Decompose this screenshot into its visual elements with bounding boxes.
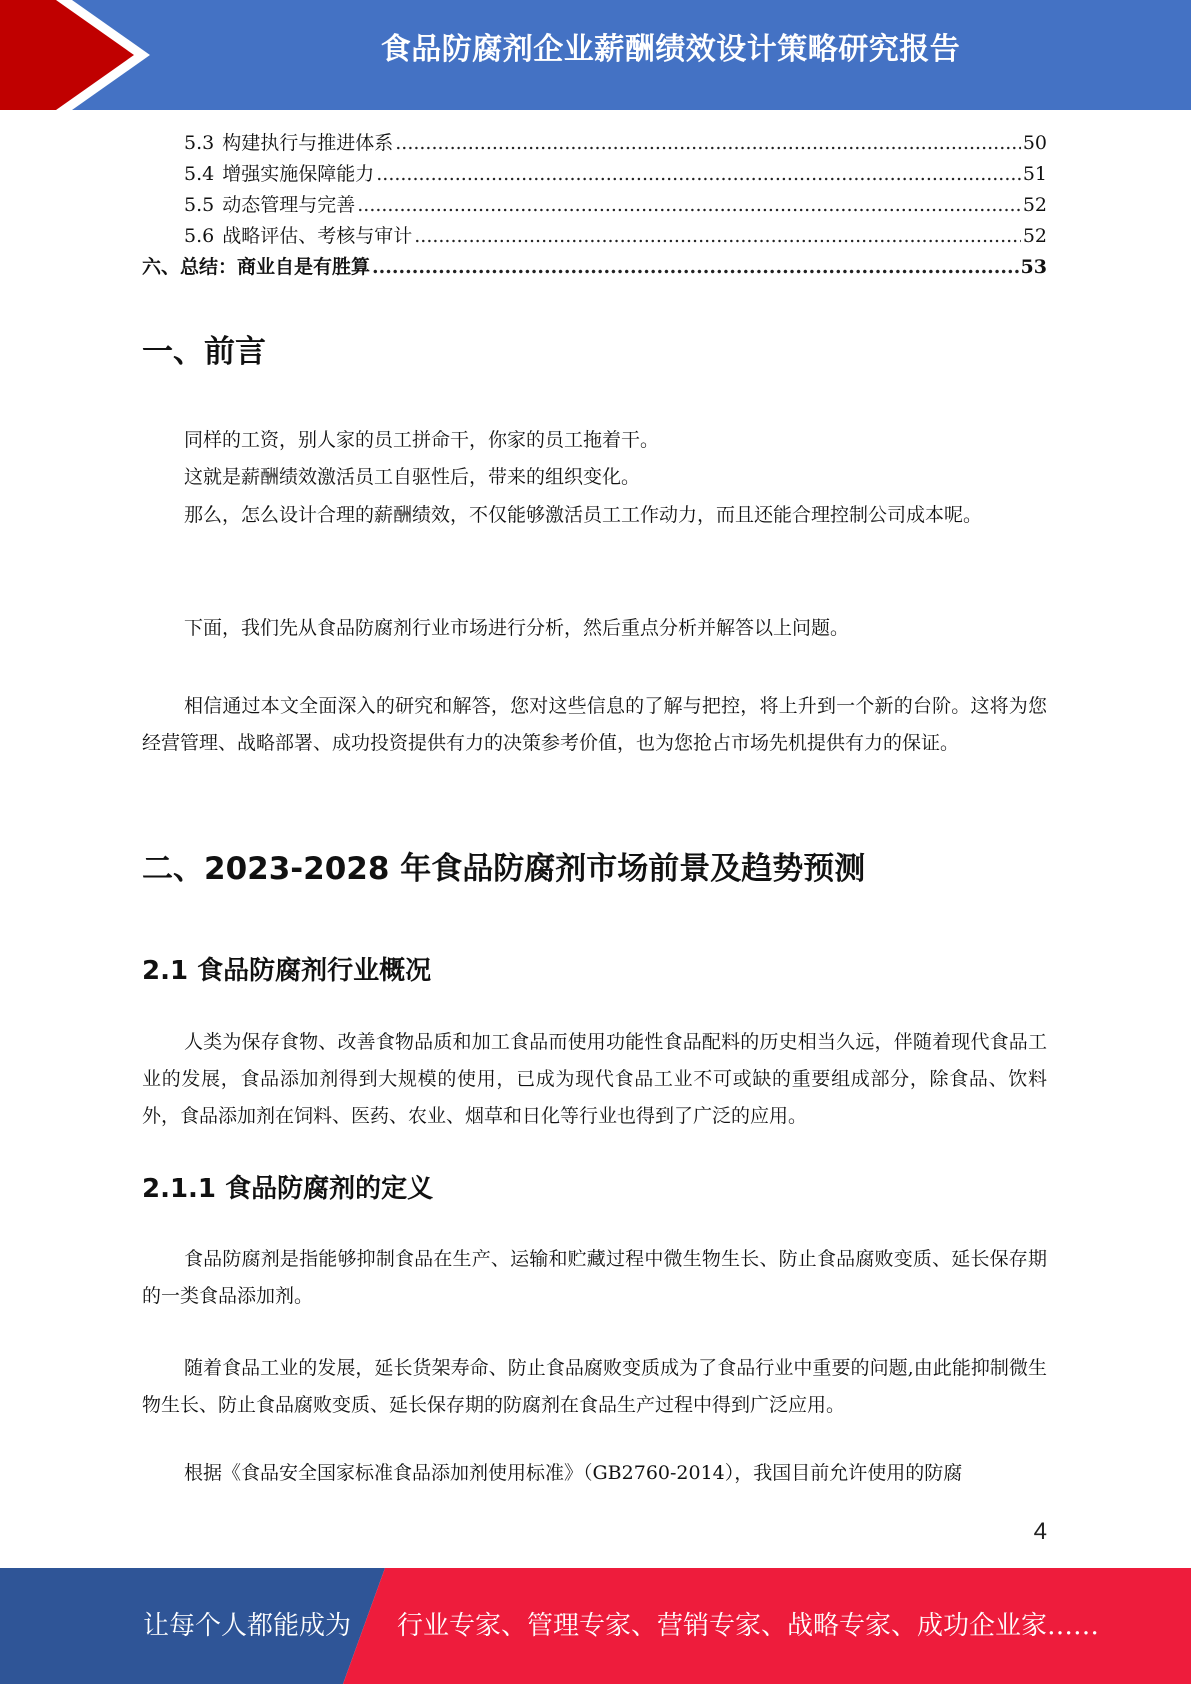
subsection-heading-overview: 2.1 食品防腐剂行业概况	[142, 956, 432, 986]
table-of-contents	[142, 128, 1047, 283]
paragraph: 人类为保存食物、改善食物品质和加工食品而使用功能性食品配料的历史相当久远，伴随着现代食品工业的发展，食品添加剂得到大规模的使用，已成为现代食品工业不可或缺的重要组成部分，除食品、饮料外，食品添加剂在饲料、医药、农业、烟草和日化等行业也得到了广泛的应用。	[142, 1031, 1047, 1127]
footer-banner	[0, 1568, 1191, 1684]
toc-dot-leader	[414, 225, 1021, 247]
paragraph: 根据《食品安全国家标准食品添加剂使用标准》（GB2760-2014），我国目前允许使用的防腐	[184, 1462, 963, 1484]
toc-entry-label: 六、总结：商业自是有胜算	[142, 256, 371, 278]
toc-dot-leader	[372, 256, 1019, 278]
toc-entry-label: 战略评估、考核与审计	[222, 225, 413, 247]
toc-dot-leader	[395, 132, 1021, 154]
paragraph: 随着食品工业的发展，延长货架寿命、防止食品腐败变质成为了食品行业中重要的问题,由此能抑制微生物生长、防止食品腐败变质、延长保存期的防腐剂在食品生产过程中得到广泛应用。	[142, 1357, 1047, 1416]
paragraph: 这就是薪酬绩效激活员工自驱性后，带来的组织变化。	[184, 466, 641, 488]
paragraph: 相信通过本文全面深入的研究和解答，您对这些信息的了解与把控，将上升到一个新的台阶。这将为您经营管理、战略部署、成功投资提供有力的决策参考价值，也为您抢占市场先机提供有力的保证。	[142, 695, 1047, 754]
toc-entry[interactable]	[142, 252, 1047, 283]
toc-entry-page: 53	[1020, 256, 1047, 278]
toc-entry[interactable]	[142, 128, 1047, 159]
toc-entry-page: 52	[1022, 225, 1047, 247]
report-title: 食品防腐剂企业薪酬绩效设计策略研究报告	[380, 32, 961, 67]
toc-entry-number: 5.5	[184, 194, 215, 216]
paragraph: 食品防腐剂是指能够抑制食品在生产、运输和贮藏过程中微生物生长、防止食品腐败变质、延长保存期的一类食品添加剂。	[142, 1248, 1047, 1307]
footer-slogan-left: 让每个人都能成为	[143, 1611, 352, 1641]
toc-dot-leader	[357, 194, 1021, 216]
footer-slogan-right: 行业专家、管理专家、营销专家、战略专家、成功企业家……	[397, 1611, 1100, 1641]
toc-entry[interactable]	[142, 159, 1047, 190]
toc-entry[interactable]	[142, 190, 1047, 221]
paragraph: 那么，怎么设计合理的薪酬绩效，不仅能够激活员工工作动力，而且还能合理控制公司成本呢。	[184, 504, 983, 526]
toc-entry-number: 5.4	[184, 163, 215, 185]
toc-dot-leader	[376, 163, 1021, 185]
page-number: 4	[1033, 1518, 1047, 1545]
toc-entry-page: 50	[1022, 132, 1047, 154]
paragraph: 下面，我们先从食品防腐剂行业市场进行分析，然后重点分析并解答以上问题。	[184, 617, 850, 639]
paragraph: 同样的工资，别人家的员工拼命干，你家的员工拖着干。	[184, 429, 660, 451]
toc-entry[interactable]	[142, 221, 1047, 252]
toc-entry-number: 5.3	[184, 132, 215, 154]
toc-entry-label: 动态管理与完善	[222, 194, 356, 216]
section-heading-preface: 一、前言	[142, 334, 266, 370]
header-banner	[0, 0, 1191, 110]
toc-entry-page: 52	[1022, 194, 1047, 216]
subsection-heading-definition: 2.1.1 食品防腐剂的定义	[142, 1174, 434, 1204]
toc-entry-label: 构建执行与推进体系	[222, 132, 394, 154]
toc-entry-page: 51	[1022, 163, 1047, 185]
toc-entry-label: 增强实施保障能力	[222, 163, 375, 185]
toc-entry-number: 5.6	[184, 225, 215, 247]
section-heading-market-outlook: 二、2023-2028 年食品防腐剂市场前景及趋势预测	[142, 851, 866, 887]
